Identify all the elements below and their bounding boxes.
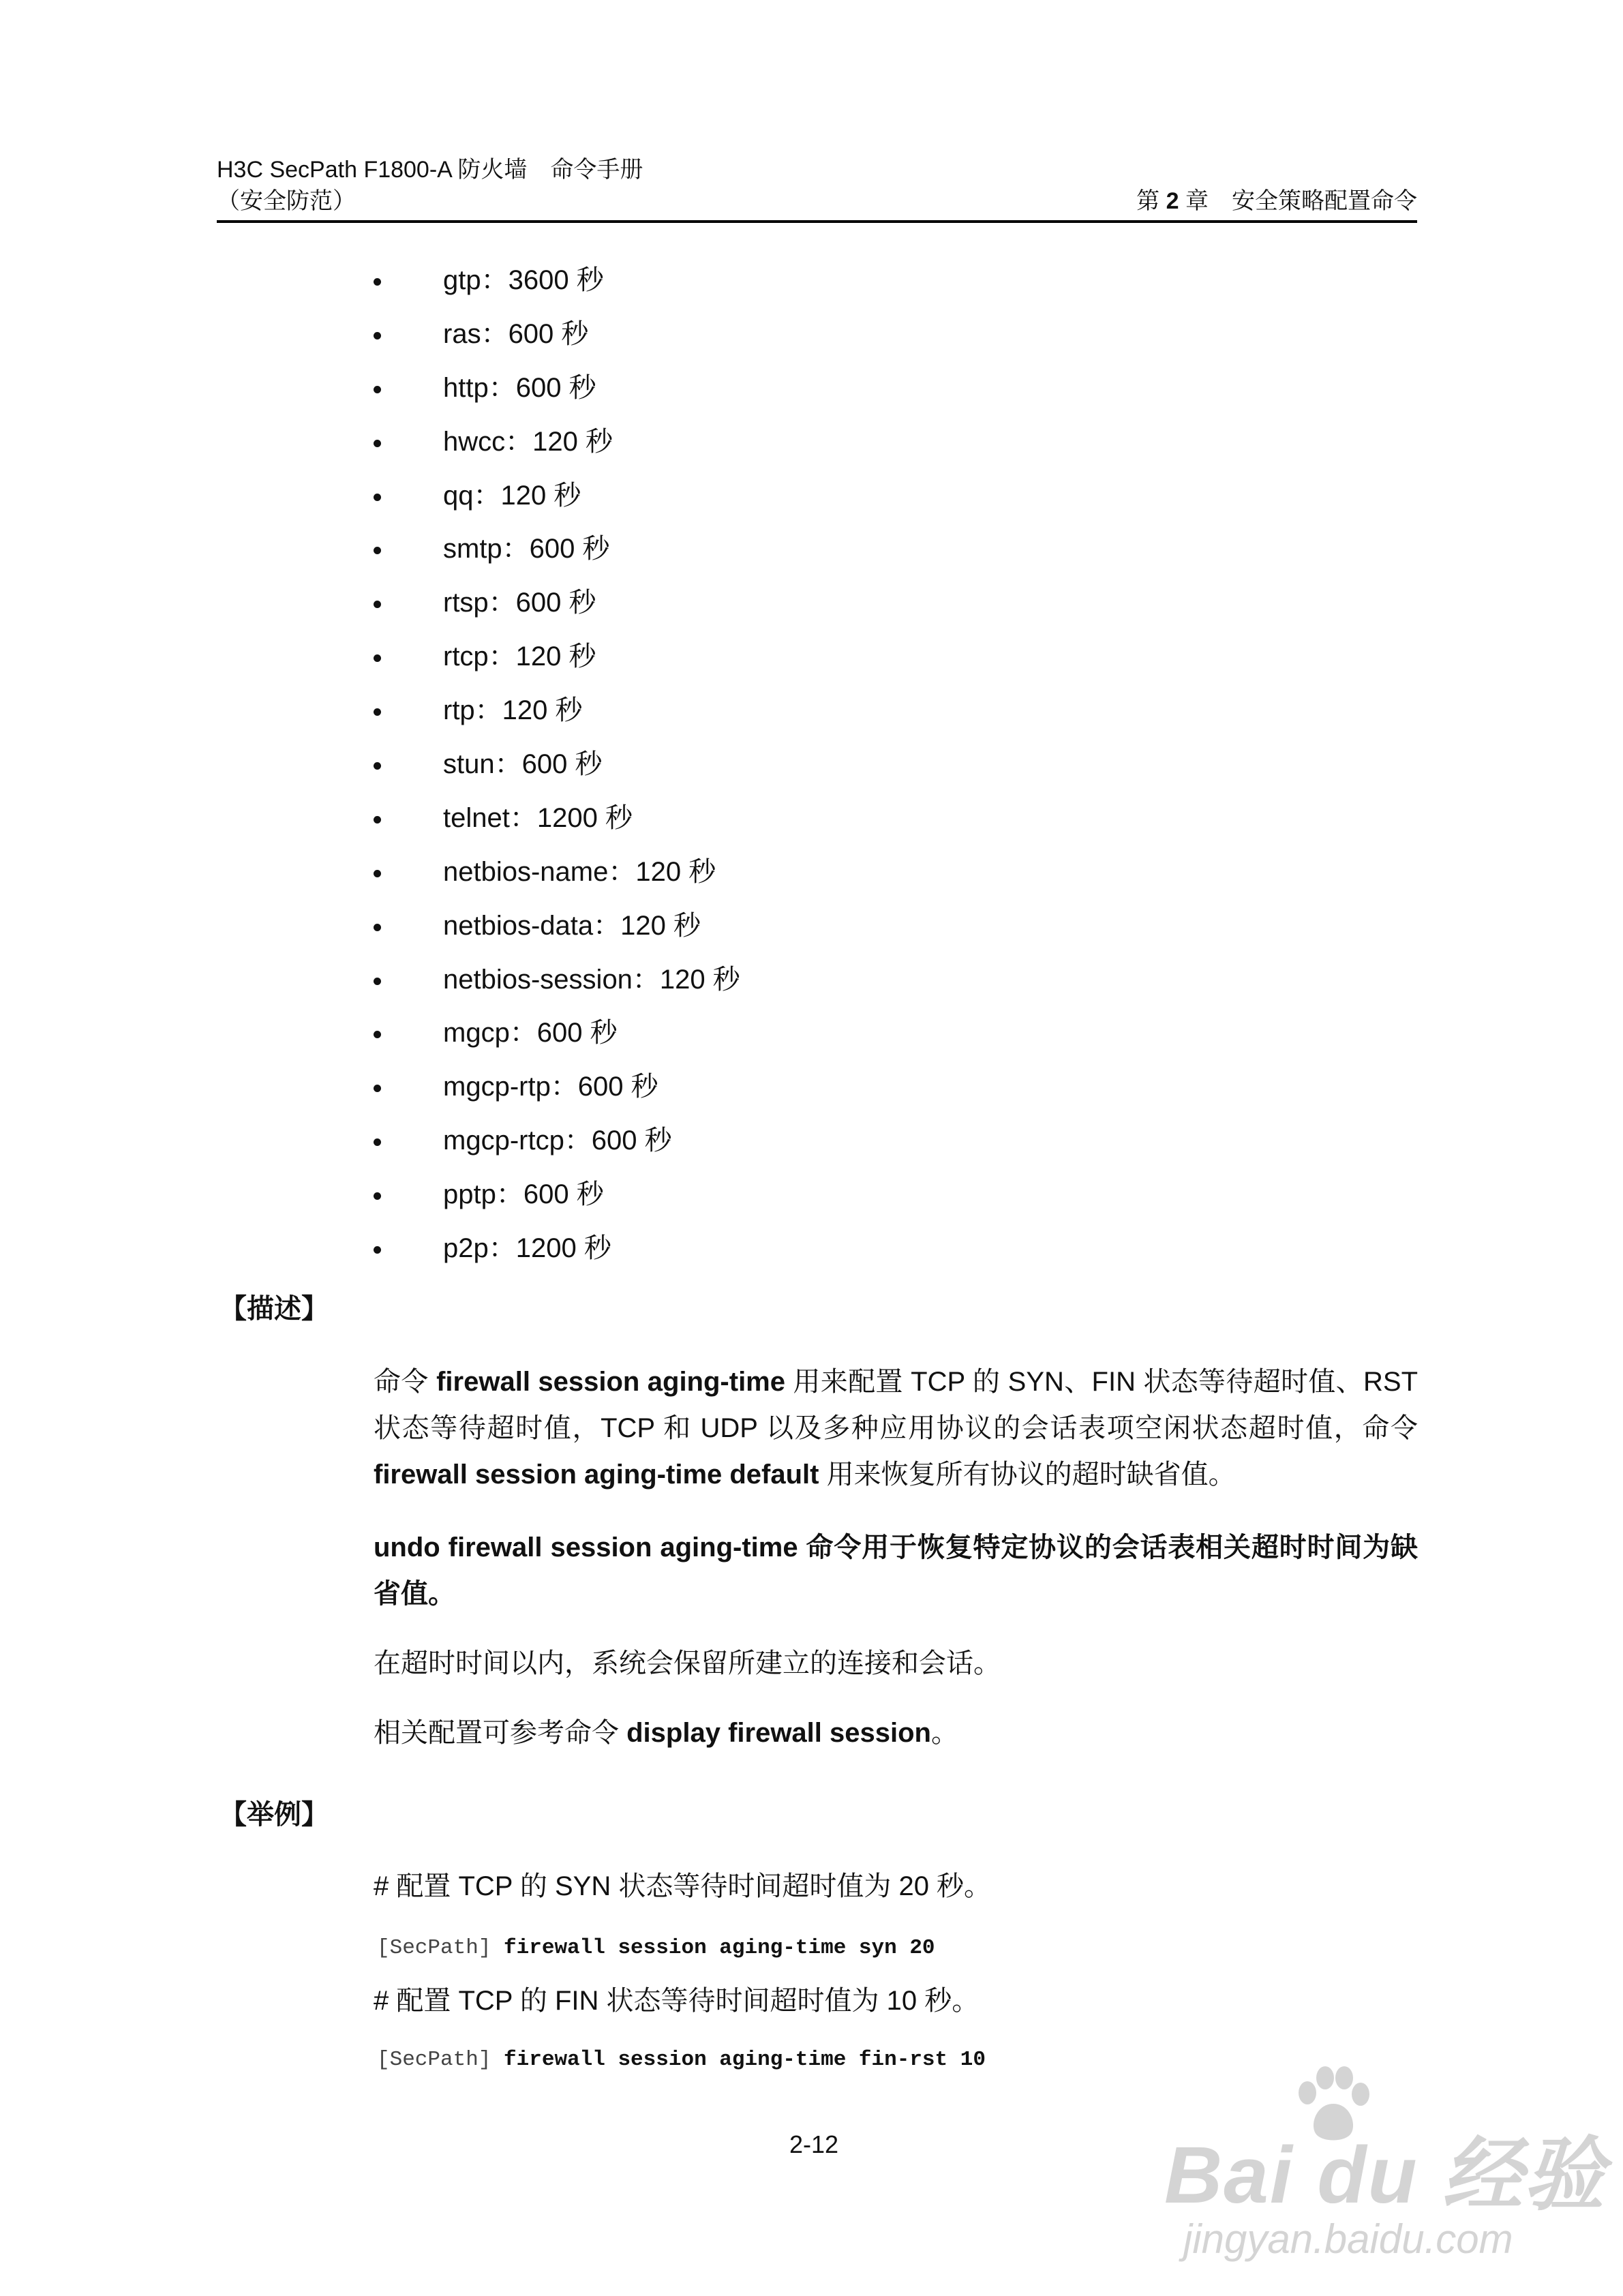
cli-command: firewall session aging-time syn 20: [504, 1936, 935, 1960]
example-comment: # 配置 TCP 的 SYN 状态等待时间超时值为 20 秒。: [374, 1871, 992, 1901]
list-item: ras：600 秒: [374, 307, 740, 361]
list-item: rtcp：120 秒: [374, 630, 740, 684]
list-item: netbios-session：120 秒: [374, 953, 740, 1007]
example-code-line: [377, 1935, 935, 1962]
description-paragraph-4: 相关配置可参考命令 display firewall session。: [374, 1718, 958, 1748]
command-name: firewall session aging-time: [436, 1367, 785, 1397]
default-timeout-list: [374, 254, 740, 1275]
description-paragraph-2: undo firewall session aging-time 命令用于恢复特定协议的会话表相关超时时间为缺省值。: [374, 1532, 1418, 1609]
list-item: rtsp：600 秒: [374, 576, 740, 630]
cli-prompt: [SecPath]: [377, 1936, 504, 1960]
cli-prompt: [SecPath]: [377, 2048, 504, 2072]
list-item: telnet：1200 秒: [374, 791, 740, 845]
chapter-number: 2: [1166, 188, 1179, 214]
header-rule: [217, 220, 1417, 223]
running-header-right: [1136, 185, 1417, 217]
running-header-left: [217, 154, 643, 217]
page-number: 2-12: [789, 2130, 839, 2158]
chapter-suffix: 章: [1185, 188, 1209, 214]
list-item: http：600 秒: [374, 361, 740, 415]
header-volume: （安全防范）: [217, 188, 356, 214]
example-heading: 【举例】: [219, 1800, 329, 1830]
description-paragraph-1: 命令 firewall session aging-time 用来配置 TCP 的 SYN、FIN 状态等待超时值、RST 状态等待超时值，TCP 和 UDP 以及多种应用协议的会话表项空闲状态超时值，命令 firewall session aging-time default 用来恢复所有协议的超时缺省值。: [374, 1367, 1418, 1490]
command-name: firewall session aging-time default: [374, 1460, 819, 1490]
list-item: qq：120 秒: [374, 469, 740, 523]
list-item: hwcc：120 秒: [374, 415, 740, 469]
list-item: stun：600 秒: [374, 738, 740, 791]
list-item: rtp：120 秒: [374, 684, 740, 738]
list-item: mgcp：600 秒: [374, 1006, 740, 1060]
header-product-title: H3C SecPath F1800-A 防火墙 命令手册: [217, 157, 643, 183]
baidu-jingyan-watermark: [1152, 2066, 1606, 2270]
list-item: mgcp-rtcp：600 秒: [374, 1114, 740, 1168]
description-heading: 【描述】: [219, 1294, 329, 1324]
chapter-prefix: 第: [1136, 188, 1160, 214]
watermark-url: jingyan.baidu.com: [1183, 2216, 1513, 2262]
watermark-brand: Bai du 经验: [1164, 2130, 1606, 2220]
command-name: display firewall session: [626, 1718, 931, 1748]
list-item: p2p：1200 秒: [374, 1222, 740, 1275]
list-item: mgcp-rtp：600 秒: [374, 1060, 740, 1114]
example-code-line: [377, 2046, 986, 2074]
command-name: undo firewall session aging-time: [374, 1532, 798, 1562]
list-item: smtp：600 秒: [374, 522, 740, 576]
example-comment: # 配置 TCP 的 FIN 状态等待时间超时值为 10 秒。: [374, 1986, 980, 2016]
chapter-title: 安全策略配置命令: [1232, 188, 1417, 214]
list-item: netbios-name：120 秒: [374, 845, 740, 899]
list-item: netbios-data：120 秒: [374, 899, 740, 953]
list-item: pptp：600 秒: [374, 1168, 740, 1222]
list-item: gtp：3600 秒: [374, 254, 740, 307]
description-paragraph-3: 在超时时间以内，系统会保留所建立的连接和会话。: [374, 1648, 1001, 1678]
cli-command: firewall session aging-time fin-rst 10: [504, 2048, 986, 2072]
